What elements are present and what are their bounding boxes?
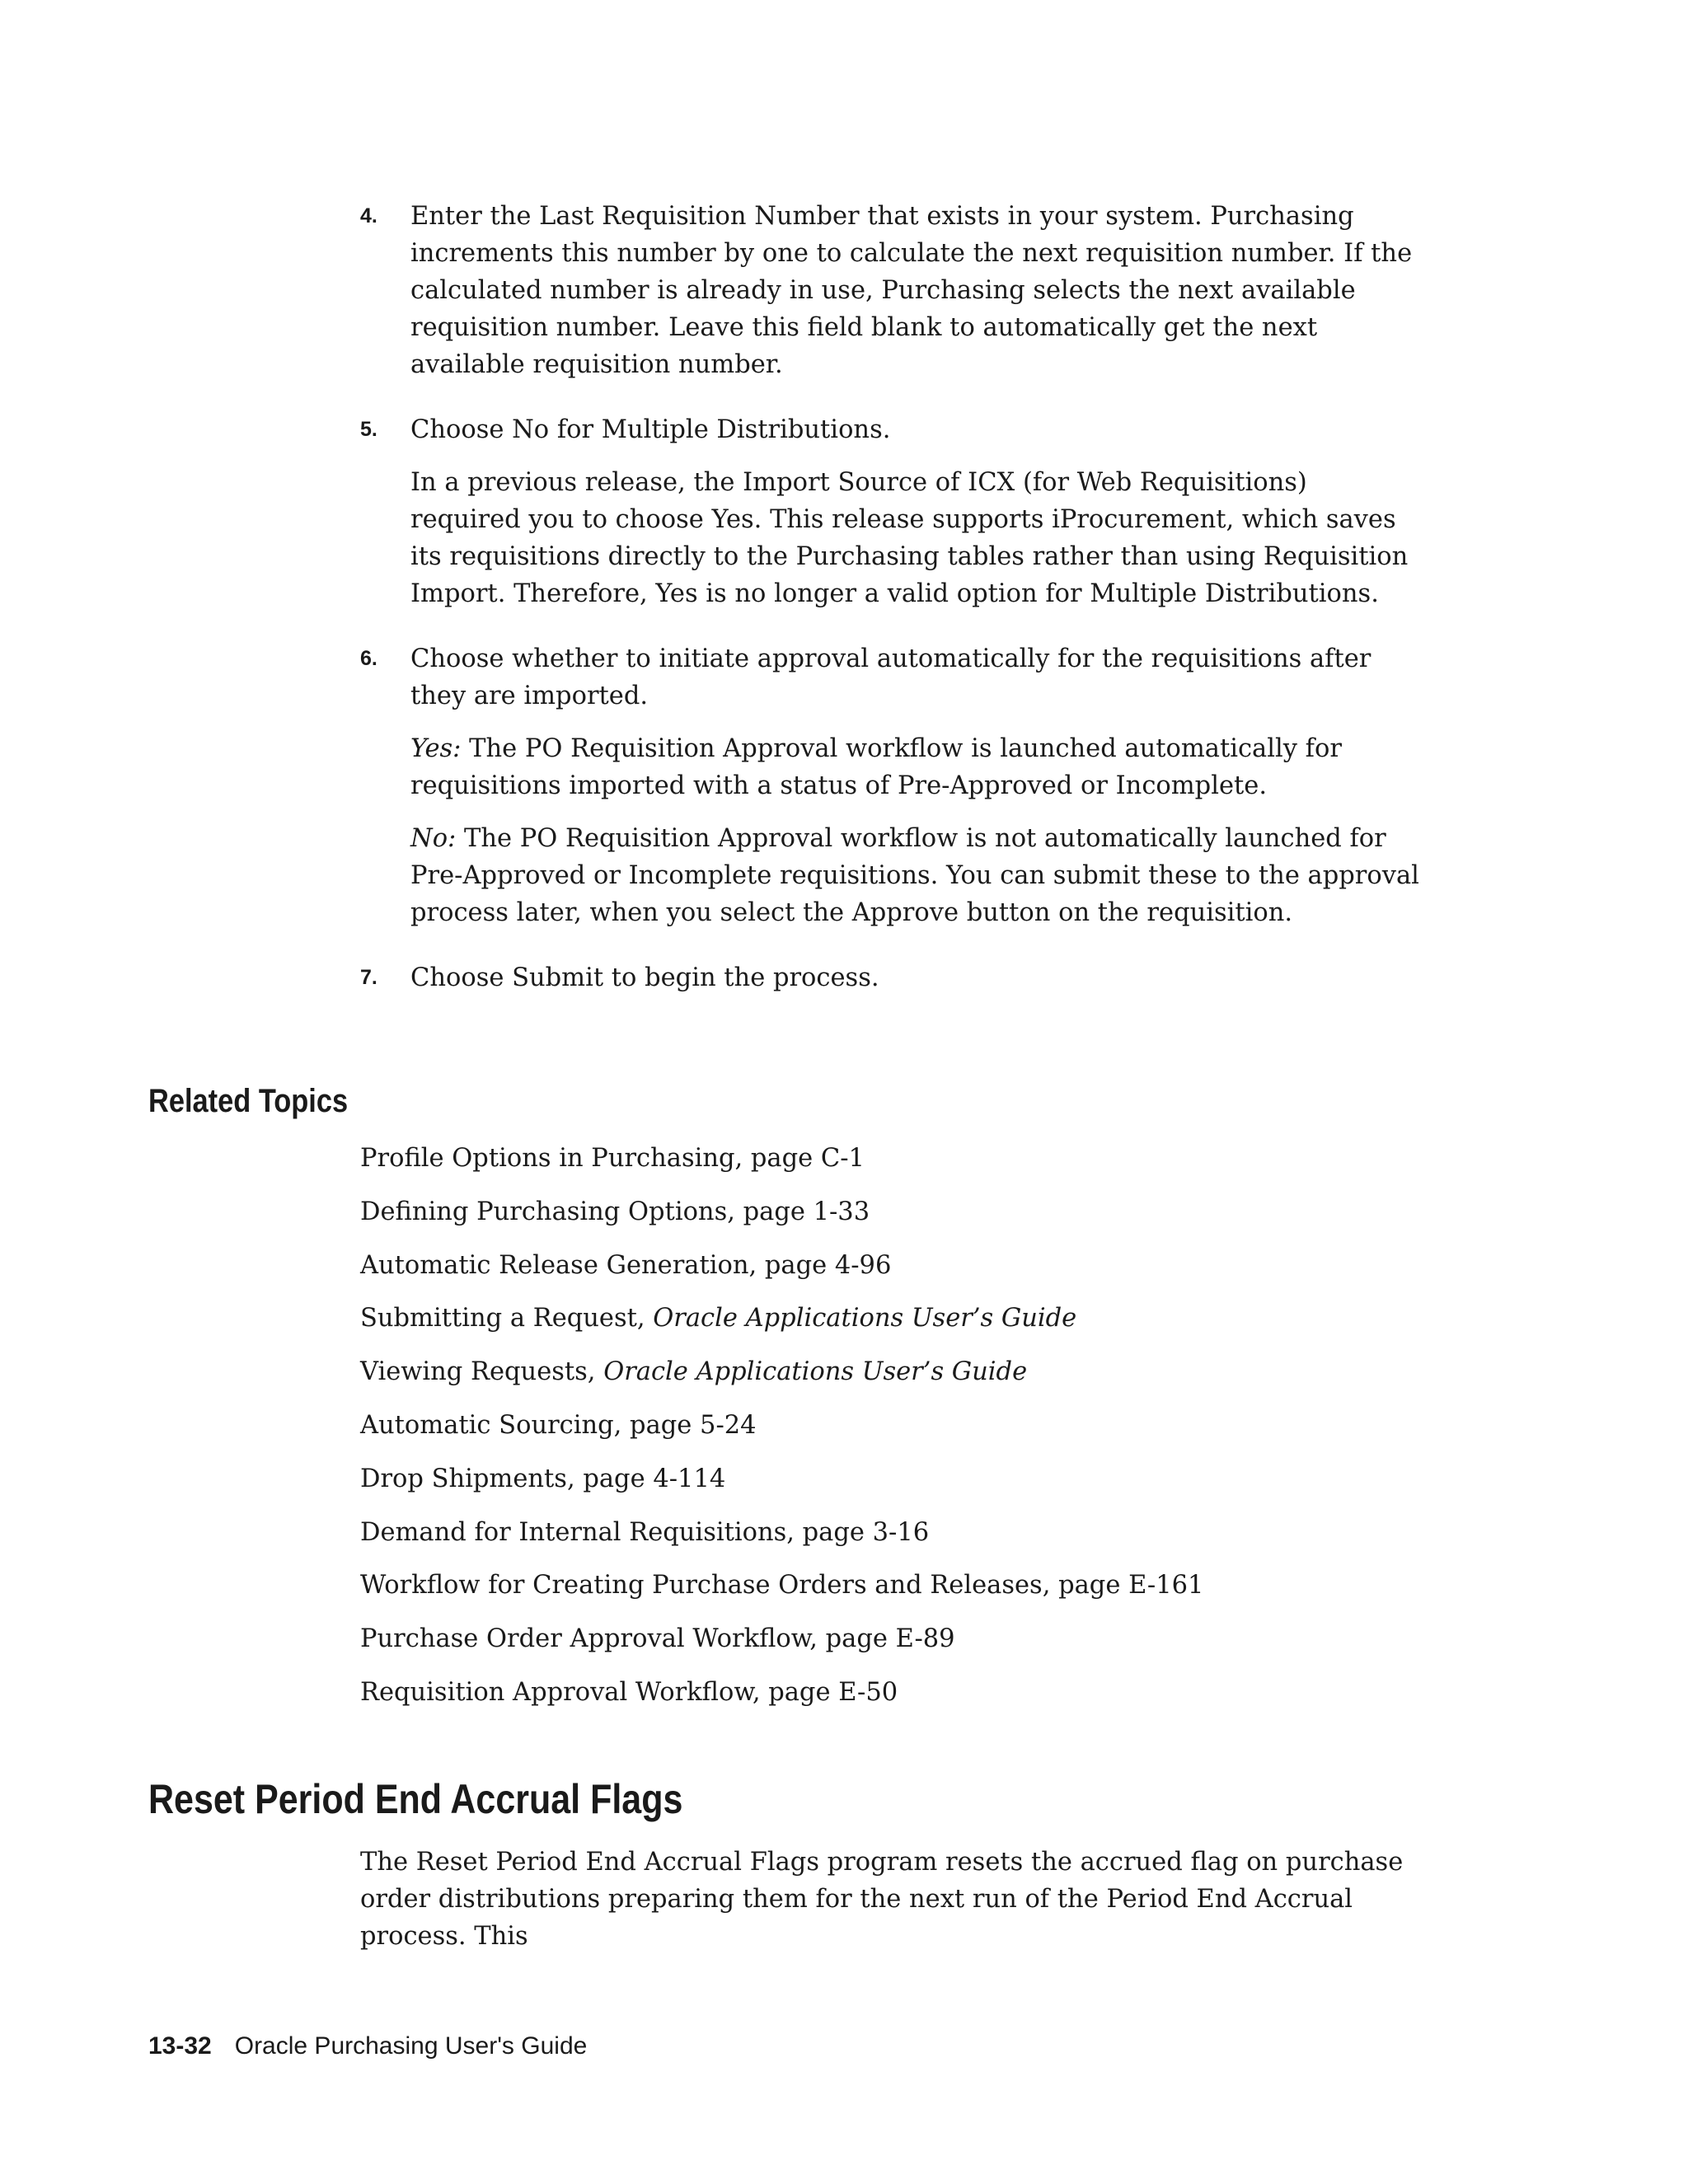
related-topics-heading: Related Topics bbox=[148, 1083, 349, 1119]
procedure-steps bbox=[360, 198, 1423, 1024]
related-topic-link[interactable] bbox=[360, 1674, 1423, 1727]
book-title: Oracle Purchasing User's Guide bbox=[234, 2032, 588, 2060]
related-topic-link[interactable] bbox=[360, 1567, 1423, 1620]
topic-book-title: Oracle Applications User’s Guide bbox=[653, 1304, 1077, 1333]
topic-text: Automatic Sourcing, page 5-24 bbox=[360, 1410, 757, 1440]
related-topic-link[interactable] bbox=[360, 1300, 1423, 1353]
step-paragraph: Choose Submit to begin the process. bbox=[410, 963, 879, 992]
related-topic-link[interactable] bbox=[360, 1620, 1423, 1674]
topic-book-title: Oracle Applications User’s Guide bbox=[603, 1357, 1028, 1387]
section-body: The Reset Period End Accrual Flags program resets the accrued flag on purchase order distributions preparing them for the next run of the Period End Accrual process. This bbox=[360, 1848, 1404, 1951]
step-number: 4. bbox=[360, 204, 377, 227]
topic-text: Automatic Release Generation, page 4-96 bbox=[360, 1250, 892, 1280]
option-no-text: The PO Requisition Approval workflow is not automatically launched for Pre-Approved or Incomplete requisitions. You can submit these to the approval process later, when you select the Approve button on the requisition. bbox=[410, 824, 1419, 927]
step-number: 5. bbox=[360, 418, 377, 441]
related-topic-link[interactable] bbox=[360, 1193, 1423, 1247]
related-topic-link[interactable] bbox=[360, 1353, 1423, 1407]
step-paragraph: Enter the Last Requisition Number that exists in your system. Purchasing increments this number by one to calculate the next requisition number. If the calculated number is already in use, Purchasing selects the next available requisition number. Leave this field blank to automatically get the next available requisition number. bbox=[410, 202, 1413, 379]
topic-text: Drop Shipments, page 4-114 bbox=[360, 1464, 726, 1493]
option-yes-description bbox=[410, 730, 1423, 804]
step-number: 6. bbox=[360, 647, 377, 670]
related-topic-link[interactable] bbox=[360, 1140, 1423, 1193]
section-heading: Reset Period End Accrual Flags bbox=[148, 1776, 683, 1822]
option-yes-label: Yes: bbox=[410, 734, 462, 763]
step-paragraph: Choose No for Multiple Distributions. bbox=[410, 415, 891, 444]
related-topic-link[interactable] bbox=[360, 1514, 1423, 1568]
page-number: 13-32 bbox=[148, 2032, 212, 2060]
step-number: 7. bbox=[360, 966, 377, 989]
topic-text: Purchase Order Approval Workflow, page E-89 bbox=[360, 1624, 955, 1654]
page-footer bbox=[148, 2032, 587, 2060]
topic-text: Defining Purchasing Options, page 1-33 bbox=[360, 1197, 870, 1226]
related-topic-link[interactable] bbox=[360, 1460, 1423, 1514]
step-paragraph: Choose whether to initiate approval automatically for the requisitions after they are imported. bbox=[410, 644, 1372, 710]
step-7 bbox=[360, 959, 1423, 996]
related-topics-list bbox=[360, 1140, 1423, 1727]
step-note-paragraph: In a previous release, the Import Source of ICX (for Web Requisitions) required you to choose Yes. This release supports iProcurement, which saves its requisitions directly to the Purchasing tables rather than using Requisition Import. Therefore, Yes is no longer a valid option for Multiple Distributions. bbox=[410, 468, 1409, 608]
topic-text: Demand for Internal Requisitions, page 3-16 bbox=[360, 1517, 930, 1547]
topic-text: Workflow for Creating Purchase Orders and Releases, page E-161 bbox=[360, 1571, 1204, 1601]
step-4 bbox=[360, 198, 1423, 383]
topic-text: Requisition Approval Workflow, page E-50 bbox=[360, 1677, 898, 1707]
step-6 bbox=[360, 640, 1423, 931]
topic-text: Viewing Requests, bbox=[360, 1357, 604, 1387]
related-topic-link[interactable] bbox=[360, 1407, 1423, 1460]
topic-text: Submitting a Request, bbox=[360, 1304, 654, 1333]
topic-text: Profile Options in Purchasing, page C-1 bbox=[360, 1144, 865, 1173]
option-no-label: No: bbox=[410, 824, 457, 853]
related-topic-link[interactable] bbox=[360, 1247, 1423, 1301]
step-5 bbox=[360, 411, 1423, 612]
option-yes-text: The PO Requisition Approval workflow is launched automatically for requisitions imported with a status of Pre-Approved or Incomplete. bbox=[410, 734, 1342, 800]
option-no-description bbox=[410, 820, 1423, 931]
